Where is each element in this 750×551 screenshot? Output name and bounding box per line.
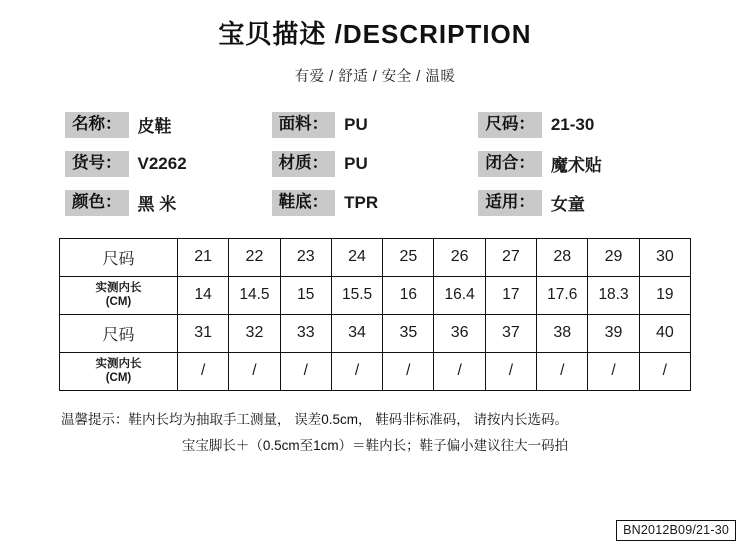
cell-size: 35 [383, 314, 434, 352]
size-table-wrapper [59, 238, 691, 391]
spec-item-article-no [65, 151, 272, 177]
row-header-inner-length [60, 276, 178, 314]
cell-length: 18.3 [588, 276, 639, 314]
note-line-2: 宝宝脚长＋（0.5cm至1cm）＝鞋内长；鞋子偏小建议往大一码拍 [181, 438, 569, 454]
cell-size: 28 [537, 238, 588, 276]
spec-value: 魔术贴 [550, 156, 602, 176]
cell-length: / [434, 352, 485, 390]
cell-size: 33 [280, 314, 331, 352]
cell-size: 34 [331, 314, 382, 352]
spec-value: 黑 米 [137, 195, 177, 215]
cell-length: 17.6 [537, 276, 588, 314]
cell-size: 37 [485, 314, 536, 352]
spec-item-name [65, 112, 272, 138]
spec-value: V2262 [137, 153, 187, 173]
spec-item-color [65, 190, 272, 216]
spec-label: 尺码： [478, 112, 542, 138]
row-header-size: 尺码 [60, 314, 178, 352]
spec-value: 21-30 [550, 114, 595, 134]
cell-size: 40 [639, 314, 690, 352]
cell-size: 36 [434, 314, 485, 352]
cell-size: 23 [280, 238, 331, 276]
cell-length: / [280, 352, 331, 390]
table-row [60, 352, 691, 390]
spec-item-size-range [478, 112, 685, 138]
cell-length: / [331, 352, 382, 390]
row-header-size: 尺码 [60, 238, 178, 276]
spec-item-fabric [272, 112, 479, 138]
spec-label: 适用： [478, 190, 542, 216]
cell-length: 17 [485, 276, 536, 314]
cell-size: 25 [383, 238, 434, 276]
cell-length: / [639, 352, 690, 390]
cell-size: 39 [588, 314, 639, 352]
spec-grid [65, 112, 685, 216]
cell-length: / [485, 352, 536, 390]
table-row [60, 276, 691, 314]
spec-item-sole [272, 190, 479, 216]
cell-length: 15 [280, 276, 331, 314]
note-line-1: 温馨提示：鞋内长均为抽取手工测量， 误差0.5cm， 鞋码非标准码， 请按内长选码。 [61, 411, 569, 427]
cell-size: 30 [639, 238, 690, 276]
page-subtitle: 有爱 / 舒适 / 安全 / 温暖 [294, 69, 456, 85]
table-row [60, 314, 691, 352]
notes-block [55, 407, 695, 460]
cell-length: 14.5 [229, 276, 280, 314]
row-header-line2: (CM) [105, 296, 132, 309]
description-page [0, 14, 750, 551]
size-table [59, 238, 691, 391]
row-header-inner-length [60, 352, 178, 390]
spec-value: PU [344, 114, 368, 134]
cell-size: 21 [178, 238, 229, 276]
spec-label: 材质： [272, 151, 336, 177]
cell-length: 16.4 [434, 276, 485, 314]
cell-size: 22 [229, 238, 280, 276]
cell-length: / [537, 352, 588, 390]
table-row [60, 238, 691, 276]
cell-length: / [588, 352, 639, 390]
row-header-line2: (CM) [105, 372, 132, 385]
spec-label: 颜色： [65, 190, 129, 216]
spec-value: PU [344, 153, 368, 173]
row-header-line1: 实测内长 [95, 358, 142, 371]
cell-size: 32 [229, 314, 280, 352]
spec-label: 货号： [65, 151, 129, 177]
spec-label: 鞋底： [272, 190, 336, 216]
cell-length: / [383, 352, 434, 390]
spec-item-closure [478, 151, 685, 177]
spec-item-material [272, 151, 479, 177]
cell-size: 38 [537, 314, 588, 352]
cell-size: 29 [588, 238, 639, 276]
cell-size: 24 [331, 238, 382, 276]
product-code-badge: BN2012B09/21-30 [616, 520, 736, 541]
cell-size: 27 [485, 238, 536, 276]
spec-value: 皮鞋 [137, 117, 172, 137]
spec-item-suitable [478, 190, 685, 216]
cell-length: 19 [639, 276, 690, 314]
page-title: 宝贝描述 /DESCRIPTION [218, 19, 532, 49]
spec-label: 名称： [65, 112, 129, 138]
cell-size: 26 [434, 238, 485, 276]
spec-label: 闭合： [478, 151, 542, 177]
spec-value: 女童 [550, 195, 585, 215]
cell-length: 16 [383, 276, 434, 314]
cell-length: / [229, 352, 280, 390]
cell-length: 14 [178, 276, 229, 314]
cell-length: / [178, 352, 229, 390]
row-header-line1: 实测内长 [95, 282, 142, 295]
cell-length: 15.5 [331, 276, 382, 314]
cell-size: 31 [178, 314, 229, 352]
spec-label: 面料： [272, 112, 336, 138]
spec-value: TPR [344, 192, 379, 212]
